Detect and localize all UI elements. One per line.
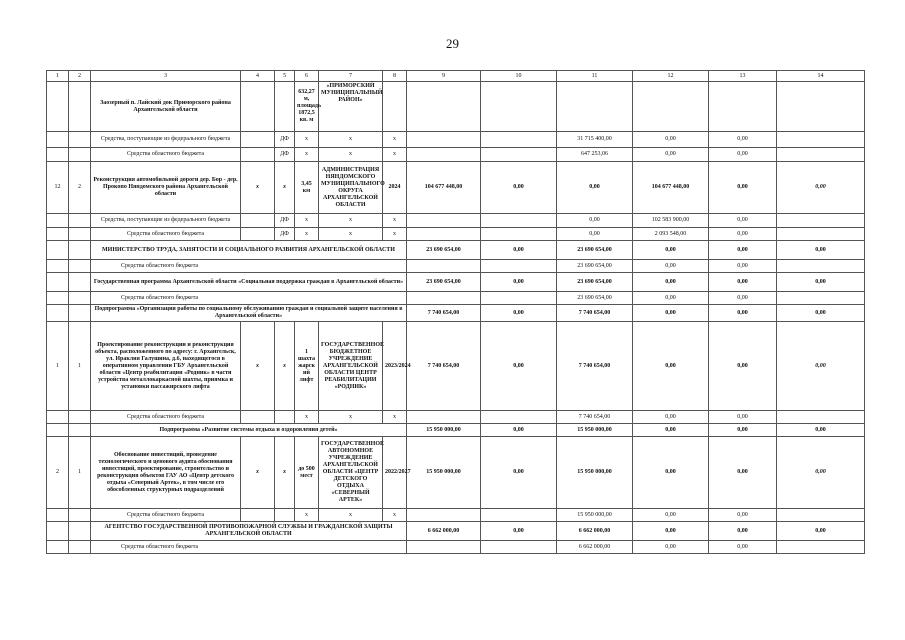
cell: 23 690 654,00 bbox=[407, 273, 481, 292]
cell: 6 662 000,00 bbox=[407, 522, 481, 541]
col-header: 2 bbox=[69, 71, 91, 82]
cell: х bbox=[383, 132, 407, 148]
cell: 0,00 bbox=[709, 228, 777, 241]
table-row bbox=[47, 541, 865, 554]
col-header: 13 bbox=[709, 71, 777, 82]
cell: 7 740 654,00 bbox=[557, 322, 633, 411]
cell: 0,00 bbox=[557, 214, 633, 228]
table-row bbox=[47, 273, 865, 292]
cell: х bbox=[383, 148, 407, 162]
cell: 0,00 bbox=[633, 437, 709, 509]
cell: 0,00 bbox=[481, 437, 557, 509]
cell: х bbox=[295, 214, 319, 228]
table-row bbox=[47, 82, 865, 132]
subprogram-heading: Подпрограмма «Развитие системы отдыха и оздоровления детей» bbox=[91, 424, 407, 437]
cell: 0,00 bbox=[481, 162, 557, 214]
cell: 0,00 bbox=[709, 292, 777, 305]
cell: 0,00 bbox=[633, 522, 709, 541]
cell: 0,00 bbox=[709, 322, 777, 411]
cell: х bbox=[241, 322, 275, 411]
budget-table bbox=[46, 70, 865, 554]
cell: 0,00 bbox=[709, 541, 777, 554]
cell: 0,00 bbox=[777, 522, 865, 541]
cell: 0,00 bbox=[481, 522, 557, 541]
col-header: 7 bbox=[319, 71, 383, 82]
table-row bbox=[47, 424, 865, 437]
col-header: 10 bbox=[481, 71, 557, 82]
cell: х bbox=[275, 437, 295, 509]
cell: 0,00 bbox=[481, 305, 557, 322]
table-row bbox=[47, 162, 865, 214]
cell: х bbox=[383, 411, 407, 424]
source-name: Средства областного бюджета bbox=[91, 260, 407, 273]
source-name: Средства, поступающие из федерального бюджета bbox=[91, 214, 241, 228]
cell: 0,00 bbox=[481, 241, 557, 260]
cell: 0,00 bbox=[633, 260, 709, 273]
cell: 7 740 654,00 bbox=[557, 305, 633, 322]
table-row bbox=[47, 509, 865, 522]
table-row bbox=[47, 214, 865, 228]
cell: 2023/2024 bbox=[383, 322, 407, 411]
cell: 0,00 bbox=[481, 424, 557, 437]
cell: 0,00 bbox=[633, 541, 709, 554]
table-row bbox=[47, 322, 865, 411]
cell: х bbox=[241, 437, 275, 509]
cell: 0,00 bbox=[777, 273, 865, 292]
cell: 1 bbox=[47, 322, 69, 411]
col-header: 1 bbox=[47, 71, 69, 82]
cell: х bbox=[383, 214, 407, 228]
col-header: 14 bbox=[777, 71, 865, 82]
source-name: Средства областного бюджета bbox=[91, 411, 241, 424]
cell: ДФ bbox=[275, 132, 295, 148]
col-header: 8 bbox=[383, 71, 407, 82]
table-row bbox=[47, 260, 865, 273]
cell: 0,00 bbox=[709, 424, 777, 437]
cell: 23 690 654,00 bbox=[557, 260, 633, 273]
source-name: Средства областного бюджета bbox=[91, 148, 241, 162]
cell: 2 bbox=[47, 437, 69, 509]
cell: 7 740 654,00 bbox=[557, 411, 633, 424]
customer: ГОСУДАРСТВЕННОЕ БЮДЖЕТНОЕ УЧРЕЖДЕНИЕ АРХАНГЕЛЬСКОЙ ОБЛАСТИ ЦЕНТР РЕАБИЛИТАЦИИ «РОДНИК» bbox=[319, 322, 383, 411]
object-name: Заозерный п. Лайский док Приморского района Архангельской области bbox=[91, 82, 241, 132]
cell: ДФ bbox=[275, 214, 295, 228]
cell: х bbox=[383, 509, 407, 522]
cell: 0,00 bbox=[633, 509, 709, 522]
cell: х bbox=[295, 132, 319, 148]
cell: 7 740 654,00 bbox=[407, 322, 481, 411]
cell: 2 bbox=[69, 162, 91, 214]
table-row bbox=[47, 228, 865, 241]
table-row bbox=[47, 132, 865, 148]
cell: 1 bbox=[69, 322, 91, 411]
cell: 0,00 bbox=[709, 148, 777, 162]
cell: 23 690 654,00 bbox=[407, 241, 481, 260]
cell: 23 690 654,00 bbox=[557, 241, 633, 260]
capacity: 632,27 м, площадь 1872,5 кв. м bbox=[295, 82, 319, 132]
table-row bbox=[47, 437, 865, 509]
table-row bbox=[47, 411, 865, 424]
col-header: 6 bbox=[295, 71, 319, 82]
subprogram-heading: Подпрограмма «Организация работы по социальному обслуживанию граждан и социальной защите населения в Архангельской области» bbox=[91, 305, 407, 322]
object-name: Обоснование инвестиций, проведение технологического и ценового аудита обоснования инвестиций, проектирование, строительство и реконструкция объектов ГАУ АО «Центр детского отдыха «Северный Артек», в том числе его обособленных структурных подразделений bbox=[91, 437, 241, 509]
cell: 0,00 bbox=[709, 241, 777, 260]
cell: х bbox=[295, 411, 319, 424]
cell: х bbox=[295, 148, 319, 162]
cell: 647 253,06 bbox=[557, 148, 633, 162]
table-row bbox=[47, 522, 865, 541]
cell: 0,00 bbox=[777, 437, 865, 509]
agency-heading: АГЕНТСТВО ГОСУДАРСТВЕННОЙ ПРОТИВОПОЖАРНОЙ СЛУЖБЫ И ГРАЖДАНСКОЙ ЗАЩИТЫ АРХАНГЕЛЬСКОЙ ОБЛАСТИ bbox=[91, 522, 407, 541]
cell: х bbox=[241, 162, 275, 214]
page-number: 29 bbox=[446, 36, 459, 51]
cell: 0,00 bbox=[557, 162, 633, 214]
cell: 2 093 548,00 bbox=[633, 228, 709, 241]
cell: 0,00 bbox=[557, 228, 633, 241]
cell: х bbox=[295, 509, 319, 522]
col-header: 4 bbox=[241, 71, 275, 82]
object-name: Реконструкция автомобильной дороги дер. Бор - дер. Прокопо Няндомского района Архангельской области bbox=[91, 162, 241, 214]
cell: 0,00 bbox=[633, 305, 709, 322]
source-name: Средства областного бюджета bbox=[91, 509, 241, 522]
cell: 0,00 bbox=[709, 437, 777, 509]
cell: 0,00 bbox=[777, 241, 865, 260]
cell: 15 950 000,00 bbox=[557, 437, 633, 509]
cell: х bbox=[319, 411, 383, 424]
cell: 23 690 654,00 bbox=[557, 292, 633, 305]
cell: х bbox=[319, 214, 383, 228]
cell: х bbox=[319, 148, 383, 162]
customer: «ПРИМОРСКИЙ МУНИЦИПАЛЬНЫЙ РАЙОН» bbox=[319, 82, 383, 132]
col-header: 9 bbox=[407, 71, 481, 82]
col-header: 12 bbox=[633, 71, 709, 82]
cell: 0,00 bbox=[709, 132, 777, 148]
cell: 104 677 448,00 bbox=[633, 162, 709, 214]
cell: 0,00 bbox=[709, 162, 777, 214]
cell: 12 bbox=[47, 162, 69, 214]
program-heading: Государственная программа Архангельской области «Социальная поддержка граждан в Архангельской области» bbox=[91, 273, 407, 292]
source-name: Средства, поступающие из федерального бюджета bbox=[91, 132, 241, 148]
col-header: 11 bbox=[557, 71, 633, 82]
source-name: Средства областного бюджета bbox=[91, 541, 407, 554]
cell: 0,00 bbox=[777, 162, 865, 214]
cell: 0,00 bbox=[481, 322, 557, 411]
cell: 0,00 bbox=[709, 273, 777, 292]
cell: 0,00 bbox=[777, 424, 865, 437]
capacity: 3,45 км bbox=[295, 162, 319, 214]
cell: 23 690 654,00 bbox=[557, 273, 633, 292]
cell: 15 950 000,00 bbox=[407, 437, 481, 509]
cell: 0,00 bbox=[633, 411, 709, 424]
ministry-heading: МИНИСТЕРСТВО ТРУДА, ЗАНЯТОСТИ И СОЦИАЛЬНОГО РАЗВИТИЯ АРХАНГЕЛЬСКОЙ ОБЛАСТИ bbox=[91, 241, 407, 260]
cell: 2022/2027 bbox=[383, 437, 407, 509]
cell: 0,00 bbox=[633, 292, 709, 305]
cell: 7 740 654,00 bbox=[407, 305, 481, 322]
table-row bbox=[47, 305, 865, 322]
cell: 1 bbox=[69, 437, 91, 509]
cell: х bbox=[319, 132, 383, 148]
cell: 0,00 bbox=[633, 273, 709, 292]
cell: х bbox=[295, 228, 319, 241]
cell: 0,00 bbox=[633, 241, 709, 260]
cell: 0,00 bbox=[709, 214, 777, 228]
object-name: Проектирование реконструкции и реконструкция объекта, расположенного по адресу: г. Архангельск, ул. Ираклия Галушина, д.6, находящегося в оперативном управлении ГБУ Архангельской области «Центр реабилитации «Родник» в части устройства металлокаркасной шахты, приямка и установки пассажирского лифта bbox=[91, 322, 241, 411]
capacity: 1 шахта жарск ий лифт bbox=[295, 322, 319, 411]
cell: 0,00 bbox=[709, 509, 777, 522]
cell: 0,00 bbox=[709, 522, 777, 541]
table-row bbox=[47, 241, 865, 260]
cell: 0,00 bbox=[777, 305, 865, 322]
cell: 31 715 400,00 bbox=[557, 132, 633, 148]
cell: 2024 bbox=[383, 162, 407, 214]
cell: 104 677 448,00 bbox=[407, 162, 481, 214]
cell: 15 950 000,00 bbox=[407, 424, 481, 437]
source-name: Средства областного бюджета bbox=[91, 292, 407, 305]
cell: х bbox=[275, 162, 295, 214]
cell: ДФ bbox=[275, 228, 295, 241]
cell: х bbox=[383, 228, 407, 241]
cell: 0,00 bbox=[633, 148, 709, 162]
source-name: Средства областного бюджета bbox=[91, 228, 241, 241]
col-header: 3 bbox=[91, 71, 241, 82]
cell: 0,00 bbox=[709, 305, 777, 322]
cell: х bbox=[319, 509, 383, 522]
cell: ДФ bbox=[275, 148, 295, 162]
table-row bbox=[47, 292, 865, 305]
cell: 0,00 bbox=[709, 260, 777, 273]
capacity: до 500 мест bbox=[295, 437, 319, 509]
cell: 6 662 000,00 bbox=[557, 522, 633, 541]
col-header: 5 bbox=[275, 71, 295, 82]
cell: 0,00 bbox=[633, 424, 709, 437]
cell: 0,00 bbox=[633, 132, 709, 148]
customer: ГОСУДАРСТВЕННОЕ АВТОНОМНОЕ УЧРЕЖДЕНИЕ АРХАНГЕЛЬСКОЙ ОБЛАСТИ «ЦЕНТР ДЕТСКОГО ОТДЫХА «СЕВЕРНЫЙ АРТЕК» bbox=[319, 437, 383, 509]
cell: 15 950 000,00 bbox=[557, 509, 633, 522]
header-row bbox=[47, 71, 865, 82]
customer: АДМИНИСТРАЦИЯ НЯНДОМСКОГО МУНИЦИПАЛЬНОГО ОКРУГА АРХАНГЕЛЬСКОЙ ОБЛАСТИ bbox=[319, 162, 383, 214]
cell: 6 662 000,00 bbox=[557, 541, 633, 554]
cell: 15 950 000,00 bbox=[557, 424, 633, 437]
cell: х bbox=[319, 228, 383, 241]
table-row bbox=[47, 148, 865, 162]
cell: 0,00 bbox=[633, 322, 709, 411]
cell: 0,00 bbox=[481, 273, 557, 292]
cell: 0,00 bbox=[709, 411, 777, 424]
cell: х bbox=[275, 322, 295, 411]
cell: 102 583 900,00 bbox=[633, 214, 709, 228]
cell: 0,00 bbox=[777, 322, 865, 411]
